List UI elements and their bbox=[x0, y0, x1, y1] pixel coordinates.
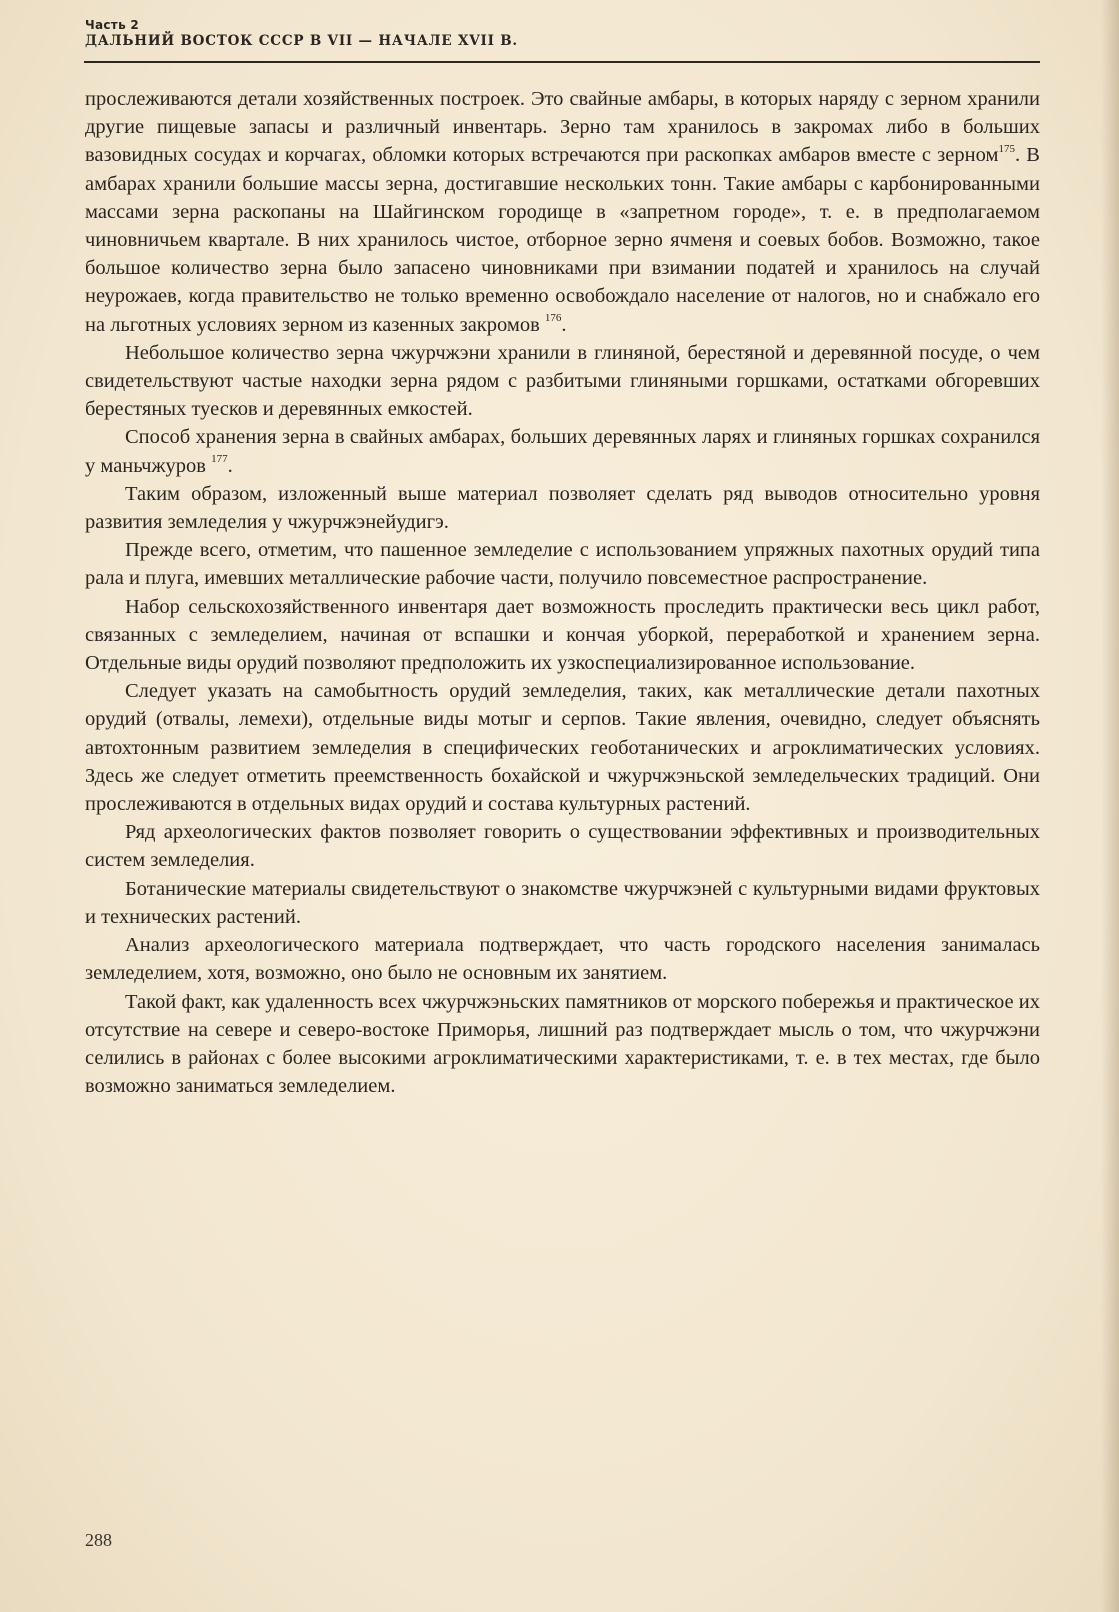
paragraph-text: Способ хранения зерна в свайных амбарах, больших деревянных ларях и глиняных горшках сохранился у маньчжуров bbox=[85, 426, 1040, 477]
paragraph-text: . bbox=[227, 454, 233, 477]
paragraph bbox=[85, 818, 1040, 874]
paragraph-text: Прежде всего, отметим, что пашенное земледелие с использованием упряжных пахотных орудий типа рала и плуга, имевших металлические рабочие части, получило повсеместное распространение. bbox=[85, 539, 1040, 590]
paragraph bbox=[85, 480, 1040, 536]
body-text bbox=[85, 85, 1040, 1100]
paragraph-text: Ряд археологических фактов позволяет говорить о существовании эффективных и производительных систем земледелия. bbox=[85, 821, 1040, 872]
paragraph-text: . bbox=[561, 313, 567, 336]
paragraph bbox=[85, 931, 1040, 987]
paragraph-text: Следует указать на самобытность орудий земледелия, таких, как металлические детали пахотных орудий (отвалы, лемехи), отдельные виды мотыг и серпов. Такие явления, очевидно, следует объяснять автохтонным развитием земледелия в специфических геоботанических и агроклиматических условиях. Здесь же следует отметить преемственность бохайской и чжурчжэньской земледельческих традиций. Они прослеживаются в отдельных видах орудий и состава культурных растений. bbox=[85, 680, 1040, 816]
paragraph bbox=[85, 85, 1040, 339]
paragraph bbox=[85, 536, 1040, 592]
paragraph-text: Набор сельскохозяйственного инвентаря дает возможность проследить практически весь цикл работ, связанных с земледелием, начиная от вспашки и кончая уборкой, переработкой и хранением зерна. Отдельные виды орудий позволяют предположить их узкоспециализированное использование. bbox=[85, 595, 1040, 675]
paragraph-text: Анализ археологического материала подтверждает, что часть городского населения занималась земледелием, хотя, возможно, оно было не основным их занятием. bbox=[85, 934, 1040, 985]
paragraph bbox=[85, 423, 1040, 479]
paragraph bbox=[85, 875, 1040, 931]
paragraph bbox=[85, 593, 1040, 678]
page-edge-shadow bbox=[1101, 0, 1119, 1612]
paragraph-text: Таким образом, изложенный выше материал позволяет сделать ряд выводов относительно уровня развития земледелия у чжурчжэнейудигэ. bbox=[85, 482, 1040, 534]
paragraph-text: . В амбарах хранили большие массы зерна, достигавшие нескольких тонн. Такие амбары с карбонированными массами зерна раскопаны на Шайгинском городище в «запретном городе», т. е. в предполагаемом чиновничьем квартале. В них хранилось чистое, отборное зерно ячменя и соевых бобов. Возможно, такое большое количество зерна было запасено чиновниками при взимании податей и хранилось на случай неурожаев, когда правительство не только временно освобождало население от налогов, но и снабжало его на льготных условиях зерном из казенных закромов bbox=[85, 144, 1040, 336]
page-number: 288 bbox=[85, 1530, 112, 1550]
footnote-ref: 175 bbox=[998, 142, 1015, 155]
paragraph bbox=[85, 677, 1040, 818]
paragraph-text: Ботанические материалы свидетельствуют о знакомстве чжурчжэней с культурными видами фруктовых и технических растений. bbox=[85, 877, 1040, 928]
paragraph bbox=[85, 988, 1040, 1101]
header-rule bbox=[84, 61, 1040, 63]
paragraph bbox=[85, 339, 1040, 424]
running-head bbox=[85, 18, 1045, 50]
paragraph-text: прослеживаются детали хозяйственных построек. Это свайные амбары, в которых наряду с зерном хранили другие пищевые запасы и различный инвентарь. Зерно там хранилось в закромах либо в больших вазовидных сосудах и корчагах, обломки которых встречаются при раскопках амбаров вместе с зерном bbox=[85, 88, 1040, 167]
footnote-ref: 176 bbox=[544, 311, 562, 324]
part-label: Часть 2 bbox=[85, 18, 140, 32]
chapter-title: ДАЛЬНИЙ ВОСТОК СССР В VII — НАЧАЛЕ XVII В. bbox=[85, 33, 518, 49]
paragraph-text: Такой факт, как удаленность всех чжурчжэньских памятников от морского побережья и практическое их отсутствие на севере и северо-востоке Приморья, лишний раз подтверждает мысль о том, что чжурчжэни селились в районах с более высокими агроклиматическими характеристиками, т. е. в тех местах, где было возможно заниматься земледелием. bbox=[85, 990, 1040, 1098]
footnote-ref: 177 bbox=[211, 452, 228, 465]
paragraph-text: Небольшое количество зерна чжурчжэни хранили в глиняной, берестяной и деревянной посуде, о чем свидетельствуют частые находки зерна рядом с разбитыми глиняными горшками, остатками обгоревших берестяных туесков и деревянных емкостей. bbox=[85, 341, 1040, 421]
